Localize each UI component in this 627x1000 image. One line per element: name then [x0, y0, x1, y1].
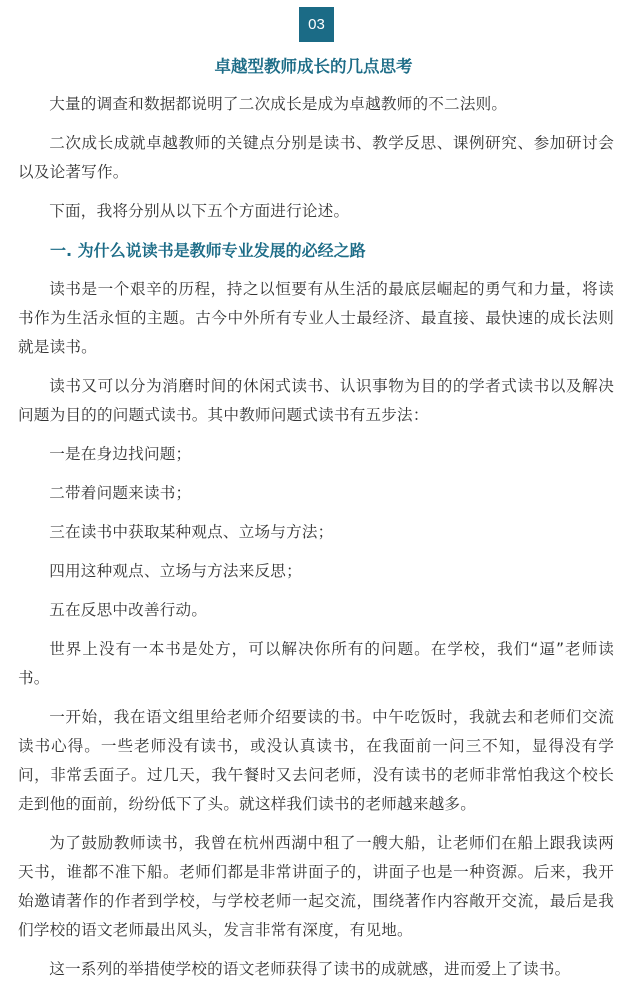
paragraph: 这一系列的举措使学校的语文老师获得了读书的成就感，进而爱上了读书。	[49, 960, 571, 978]
paragraph: 一开始，我在语文组里给老师介绍要读的书。中午吃饭时，我就去和老师们交流读书心得。一些老师没有读书，或没认真读书，在我面前一问三不知，显得没有学问，非常丢面子。过几天，我午餐时又去问老师，没有读书的老师非常怕我这个校长走到他的面前，纷纷低下了头。就这样我们读书的老师越来越多。	[18, 708, 614, 813]
list-item: 二带着问题来读书；	[49, 484, 192, 502]
list-item: 四用这种观点、立场与方法来反思；	[49, 562, 302, 580]
list-item: 五在反思中改善行动。	[49, 601, 208, 619]
paragraph: 下面，我将分别从以下五个方面进行论述。	[49, 202, 350, 220]
list-item: 一是在身边找问题；	[49, 445, 192, 463]
paragraph: 为了鼓励教师读书，我曾在杭州西湖中租了一艘大船，让老师们在船上跟我读两天书，谁都不准下船。老师们都是非常讲面子的，讲面子也是一种资源。后来，我开始邀请著作的作者到学校，与学校老师一起交流，围绕著作内容敞开交流，最后是我们学校的语文老师最出风头，发言非常有深度，有见地。	[18, 834, 614, 939]
paragraph: 大量的调查和数据都说明了二次成长是成为卓越教师的不二法则。	[49, 95, 508, 113]
paragraph: 世界上没有一本书是处方，可以解决你所有的问题。在学校，我们“逼”老师读书。	[18, 640, 614, 687]
paragraph: 读书又可以分为消磨时间的休闲式读书、认识事物为目的的学者式读书以及解决问题为目的的问题式读书。其中教师问题式读书有五步法：	[18, 377, 614, 424]
paragraph: 二次成长成就卓越教师的关键点分别是读书、教学反思、课例研究、参加研讨会以及论著写作。	[18, 134, 614, 181]
paragraph: 读书是一个艰辛的历程，持之以恒要有从生活的最底层崛起的勇气和力量，将读书作为生活永恒的主题。古今中外所有专业人士最经济、最直接、最快速的成长法则就是读书。	[18, 280, 614, 356]
section-heading: 一. 为什么说读书是教师专业发展的必经之路	[50, 241, 366, 260]
section-number-badge: 03	[299, 7, 334, 42]
article-title: 卓越型教师成长的几点思考	[214, 57, 413, 76]
list-item: 三在读书中获取某种观点、立场与方法；	[49, 523, 334, 541]
article-body	[18, 90, 614, 994]
